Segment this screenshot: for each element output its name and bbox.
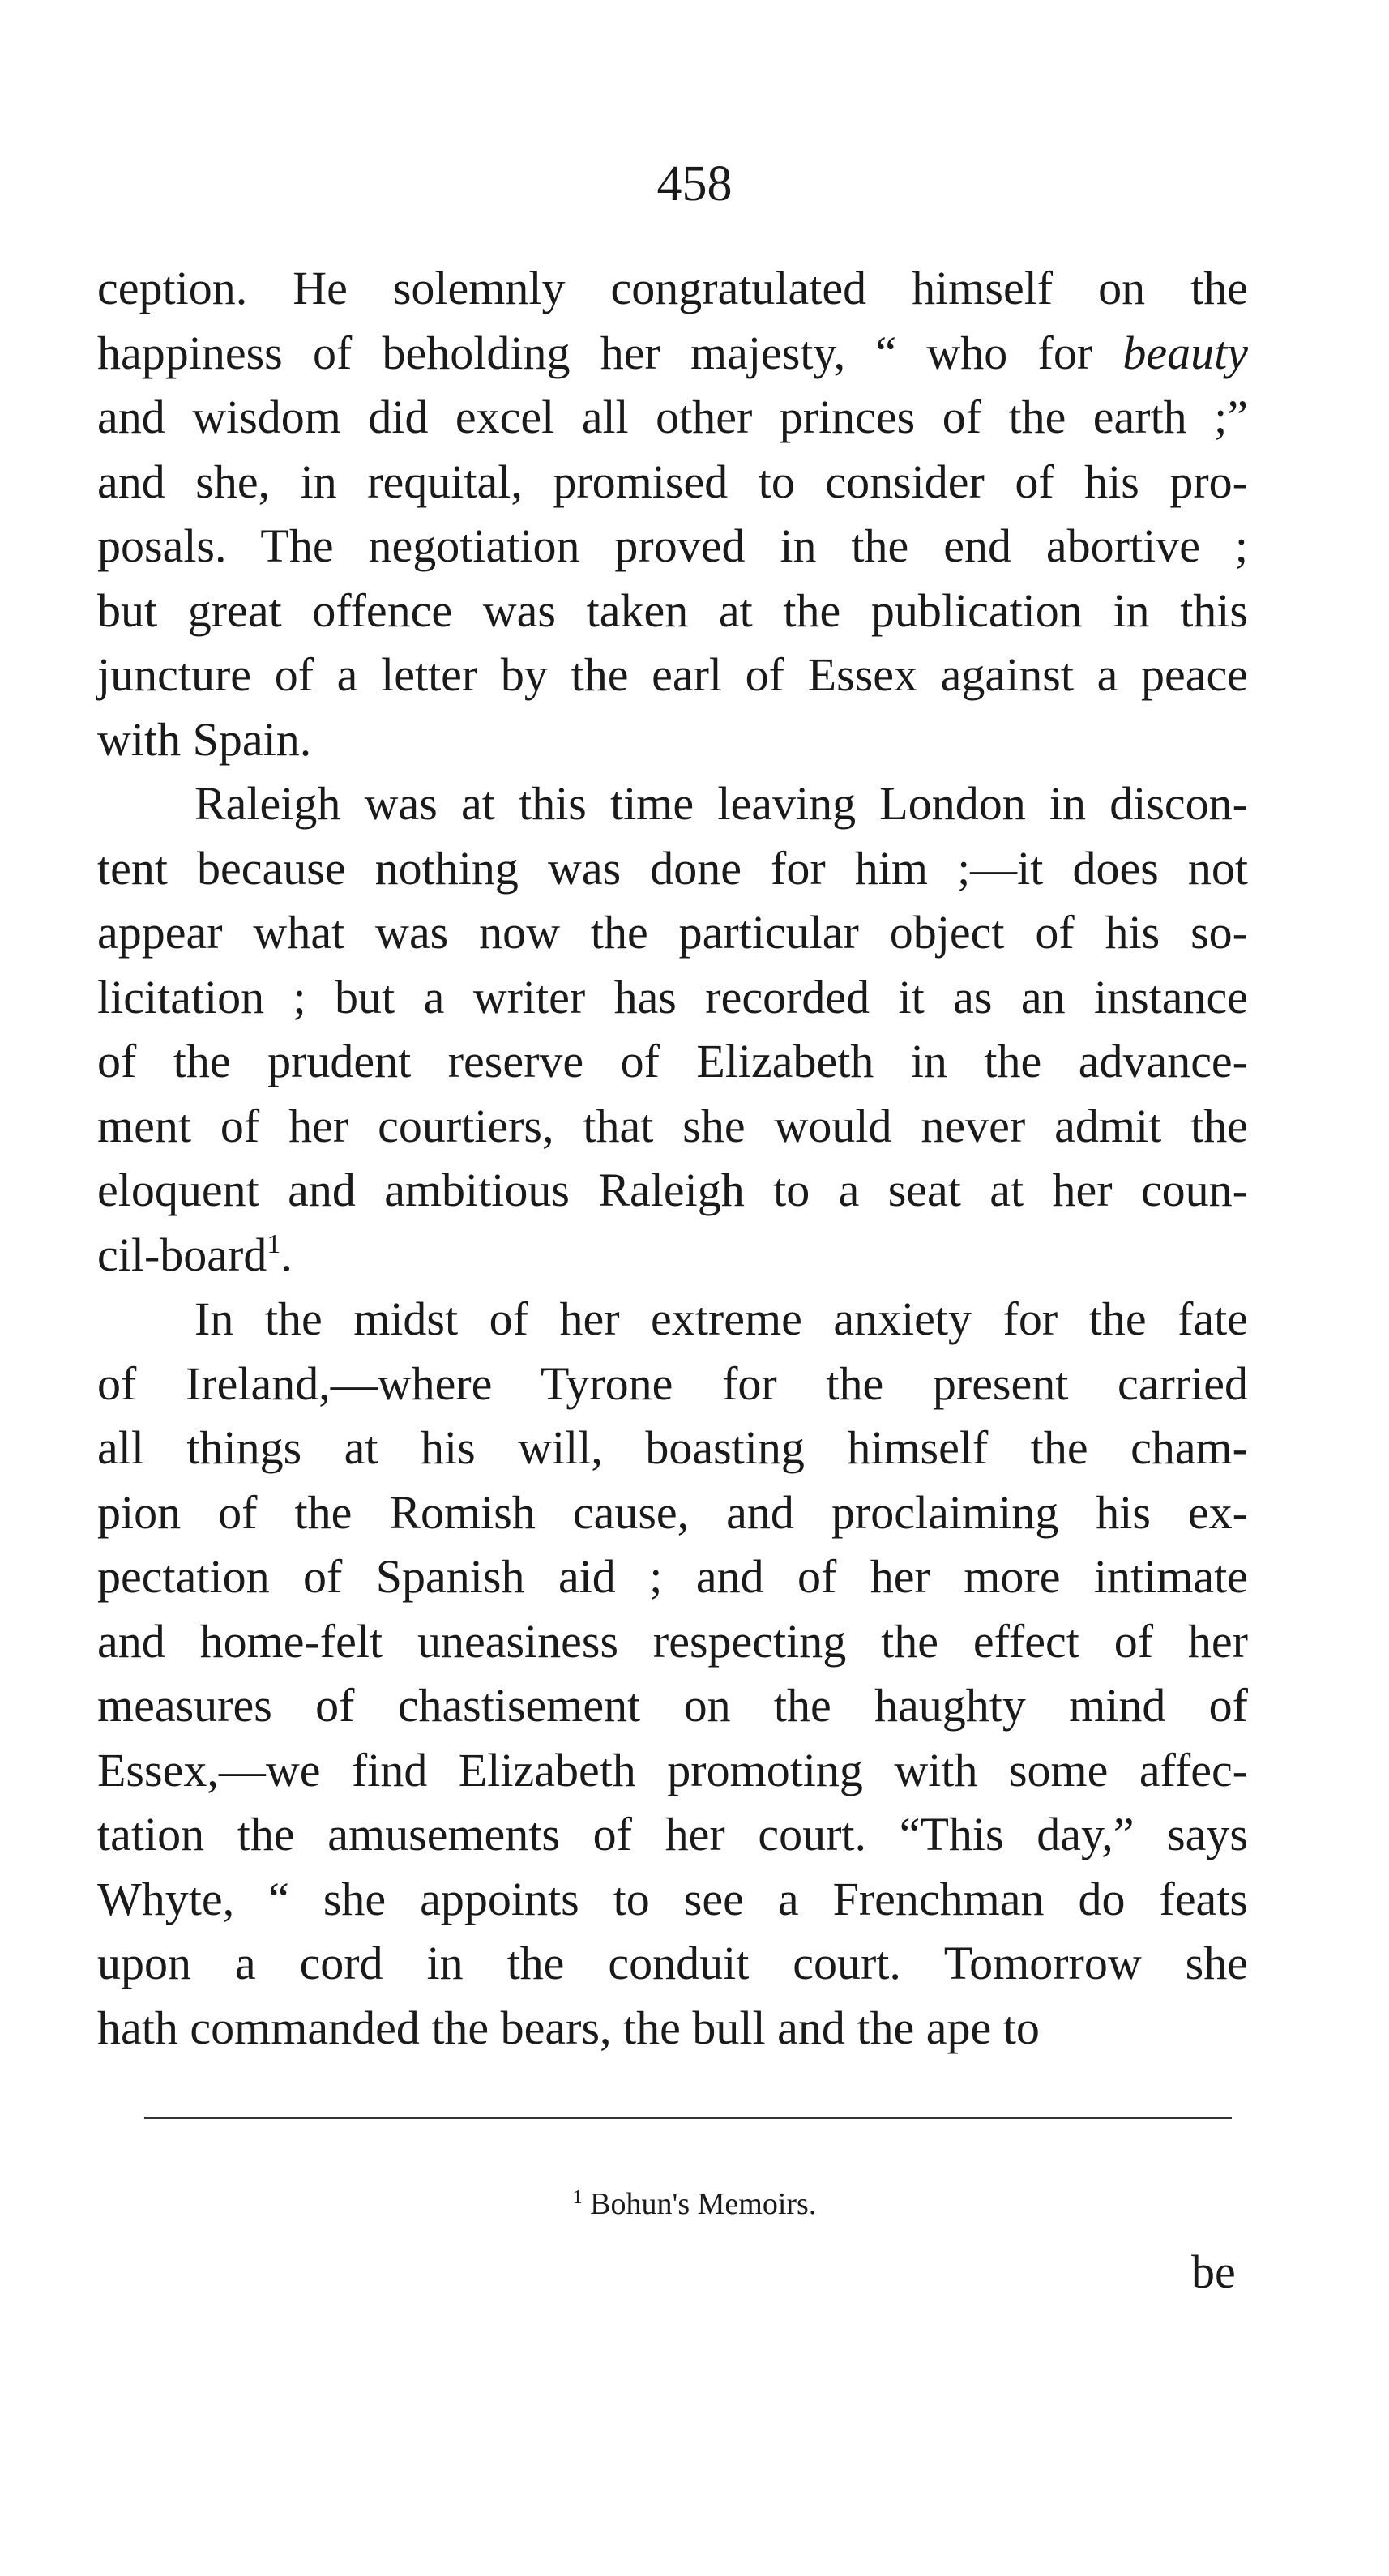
text-line: hath commanded the bears, the bull and the ape to	[97, 2001, 1040, 2054]
text-line: ment of her courtiers, that she would never admit the	[97, 1099, 1248, 1152]
text-line: happiness of beholding her majesty, “ who for beauty	[97, 326, 1248, 379]
text-line: with Spain.	[97, 712, 312, 766]
footnote-marker: 1	[572, 2187, 583, 2208]
text-line: all things at his will, boasting himself the cham-	[97, 1421, 1248, 1474]
text-line: cil-board$^1$.	[97, 1228, 293, 1281]
text-line: measures of chastisement on the haughty mind of	[97, 1679, 1248, 1732]
text-line: of Ireland,—where Tyrone for the present carried	[97, 1356, 1248, 1410]
text-line: pion of the Romish cause, and proclaiming his ex-	[97, 1485, 1248, 1539]
footnote	[0, 2186, 1389, 2222]
text-line: Whyte, “ she appoints to see a Frenchman do feats	[97, 1872, 1248, 1925]
text-line: upon a cord in the conduit court. Tomorrow she	[97, 1937, 1248, 1989]
text-line: licitation ; but a writer has recorded it as an instance	[97, 970, 1248, 1023]
catchword: be	[1191, 2245, 1236, 2298]
paragraph	[97, 1287, 1248, 2060]
text-line: but great offence was taken at the publication in this	[97, 583, 1248, 637]
text-line: ception. He solemnly congratulated himself on the	[97, 262, 1248, 314]
text-line: posals. The negotiation proved in the end abortive ;	[97, 519, 1248, 572]
text-line: tation the amusements of her court. “This day,” says	[97, 1808, 1248, 1860]
text-line: Raleigh was at this time leaving London in discon-	[194, 777, 1248, 830]
body-text	[97, 256, 1248, 2060]
footnote-text: Bohun's Memoirs.	[590, 2187, 817, 2221]
text-line: appear what was now the particular object of his so-	[97, 906, 1248, 959]
text-line: and she, in requital, promised to consider of his pro-	[97, 455, 1248, 508]
paragraph	[97, 256, 1248, 771]
footnote-rule	[144, 2117, 1232, 2119]
paragraph	[97, 771, 1248, 1287]
text-line: In the midst of her extreme anxiety for the fate	[194, 1292, 1248, 1345]
page-number: 458	[656, 156, 733, 211]
text-line: juncture of a letter by the earl of Essex against a peace	[97, 648, 1248, 701]
text-line: and wisdom did excel all other princes of the earth ;”	[97, 391, 1248, 443]
text-line: pectation of Spanish aid ; and of her more intimate	[97, 1550, 1248, 1603]
text-line: of the prudent reserve of Elizabeth in the advance-	[97, 1035, 1248, 1087]
text-line: Essex,—we find Elizabeth promoting with some affec-	[97, 1743, 1248, 1796]
text-line: tent because nothing was done for him ;—it does not	[97, 841, 1248, 895]
text-line: eloquent and ambitious Raleigh to a seat at her coun-	[97, 1164, 1248, 1216]
text-line: and home-felt uneasiness respecting the effect of her	[97, 1614, 1248, 1668]
